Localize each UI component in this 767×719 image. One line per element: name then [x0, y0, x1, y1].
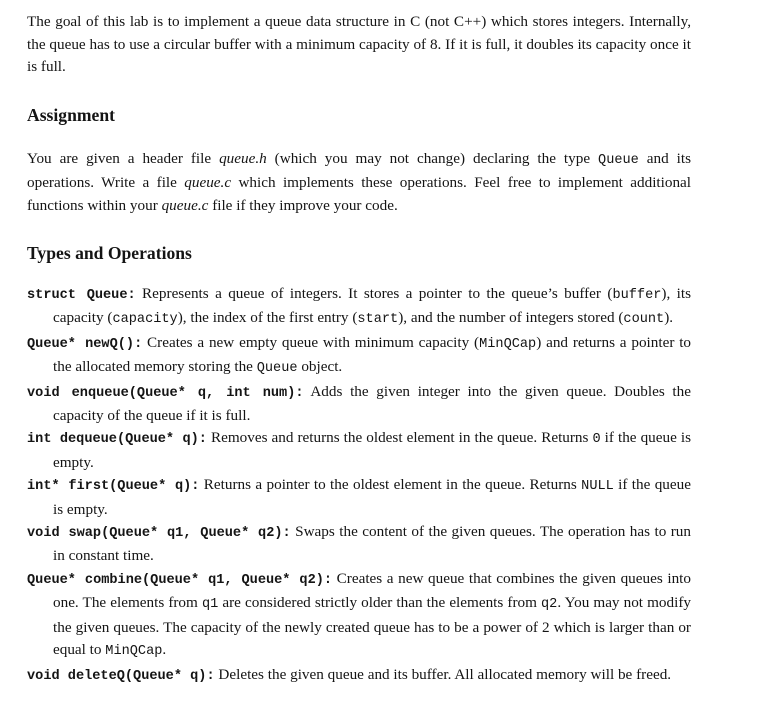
code-inline: MinQCap — [105, 644, 163, 660]
def-text: . You may not modify the given queues. The capacity of the newly created queue has to be a power of 2 which is larger than or equal to — [53, 594, 691, 659]
code-inline: 0 — [592, 432, 601, 448]
def-text: object. — [297, 358, 343, 376]
code-inline: start — [357, 312, 399, 328]
def-deleteq — [27, 664, 691, 688]
document-page — [27, 11, 691, 688]
assignment-text: file if they improve your code. — [208, 196, 398, 214]
types-heading: Types and Operations — [27, 243, 192, 263]
def-enqueue — [27, 381, 691, 428]
def-text: Represents a queue of integers. It stores a pointer to the queue’s buffer ( — [135, 285, 613, 302]
def-signature: int dequeue(Queue* q): — [27, 432, 207, 448]
def-newq — [27, 332, 691, 381]
def-signature: Queue* newQ(): — [27, 336, 143, 352]
def-signature: void enqueue(Queue* q, int num): — [27, 385, 304, 401]
def-text: Creates a new empty queue with minimum capacity ( — [142, 333, 480, 351]
def-signature: int* first(Queue* q): — [27, 479, 200, 495]
def-combine — [27, 568, 691, 664]
assignment-paragraph — [27, 148, 691, 218]
def-text: Creates a new queue that combines the given queues into one. The elements from — [53, 569, 691, 612]
def-text: Removes and returns the oldest element in the queue. Returns — [206, 429, 593, 447]
operations-list — [27, 283, 691, 688]
def-text: are considered strictly older than the elements from — [218, 594, 541, 612]
def-swap — [27, 521, 691, 568]
def-text: ), its capacity ( — [53, 285, 691, 327]
code-inline: buffer — [612, 288, 662, 303]
code-inline: q1 — [201, 597, 219, 613]
def-text: Adds the given integer into the given queue. Doubles the capacity of the queue if it is full. — [53, 382, 691, 425]
def-dequeue — [27, 427, 691, 474]
def-text: ), the index of the first entry ( — [177, 309, 358, 327]
def-text: Returns a pointer to the oldest element in the queue. Returns — [199, 476, 582, 494]
code-inline: count — [623, 312, 665, 328]
assignment-text: which implements these operations. Feel free to implement additional functions within your — [27, 174, 692, 214]
def-struct-queue — [27, 283, 691, 332]
def-text: ), and the number of integers stored ( — [398, 309, 624, 327]
assignment-text: You are given a header file — [27, 149, 220, 167]
intro-text: The goal of this lab is to implement a queue data structure in C (not C++) which stores integers. Internally, the queue has to use a circular buffer with a minimum capacity of 8. If it is full, it doubles its capacity once it is full. — [27, 13, 691, 75]
assignment-text: (which you may not change) declaring the type — [266, 149, 599, 167]
def-text: if the queue is empty. — [53, 476, 691, 518]
code-queue-type: Queue — [598, 152, 639, 168]
assignment-heading: Assignment — [27, 104, 115, 125]
def-text: if the queue is empty. — [53, 429, 692, 471]
def-signature: struct Queue: — [27, 288, 136, 303]
def-first — [27, 474, 691, 521]
assignment-text: and its operations. Write a file — [27, 149, 692, 191]
def-signature: void deleteQ(Queue* q): — [27, 668, 215, 684]
def-text: ). — [664, 309, 674, 327]
def-text: Swaps the content of the given queues. The operation has to run in constant time. — [53, 523, 691, 565]
def-text: Deletes the given queue and its buffer. All allocated memory will be freed. — [214, 665, 672, 683]
code-inline: Queue — [256, 361, 298, 377]
header-filename: queue.h — [219, 149, 267, 167]
def-text: ) and returns a pointer to the allocated memory storing the — [53, 333, 692, 376]
code-inline: capacity — [112, 312, 178, 328]
def-signature: Queue* combine(Queue* q1, Queue* q2): — [27, 572, 333, 588]
source-filename: queue.c — [161, 196, 209, 214]
def-text: . — [162, 641, 167, 659]
def-signature: void swap(Queue* q1, Queue* q2): — [27, 526, 291, 542]
source-filename: queue.c — [184, 174, 232, 191]
code-inline: q2 — [541, 597, 558, 613]
intro-paragraph — [27, 11, 691, 79]
code-inline: MinQCap — [479, 336, 537, 352]
code-inline: NULL — [581, 479, 614, 495]
